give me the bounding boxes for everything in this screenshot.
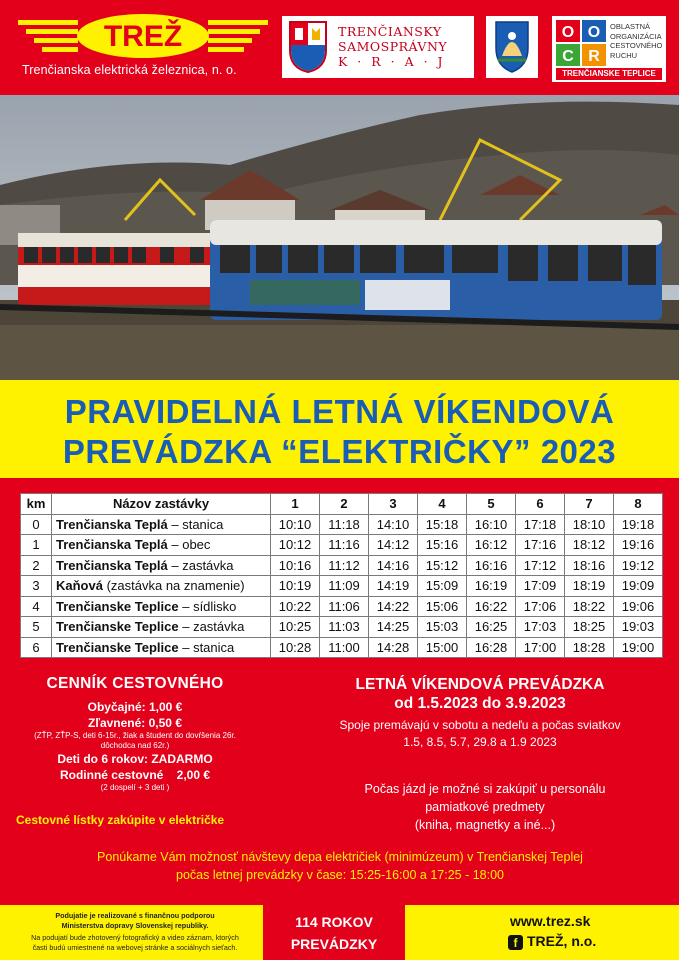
svg-text:C: C — [562, 48, 574, 65]
departure-time: 18:19 — [565, 576, 614, 597]
facebook-name[interactable]: TREŽ, n.o. — [527, 933, 597, 949]
trez-subtitle: Trenčianska elektrická železnica, n. o. — [22, 63, 237, 77]
departure-time: 17:09 — [516, 576, 565, 597]
stop-name-suffix: – stanica — [167, 516, 224, 532]
header-trip-7: 7 — [565, 494, 614, 515]
oocr-bottom-label: TRENČIANSKE TEPLICE — [556, 68, 662, 80]
departure-time: 11:12 — [320, 555, 369, 576]
stop-name-suffix: – obec — [167, 537, 211, 553]
price-heading: CENNÍK CESTOVNÉHO — [46, 675, 224, 692]
row-km: 5 — [21, 617, 52, 638]
header-trip-3: 3 — [369, 494, 418, 515]
departure-time: 10:28 — [271, 637, 320, 658]
title-band — [0, 380, 679, 478]
row-km: 3 — [21, 576, 52, 597]
departure-time: 15:18 — [418, 514, 467, 535]
depot-info — [20, 848, 660, 884]
kraj-text: TRENČIANSKY SAMOSPRÁVNY K · R · A · J — [338, 24, 448, 69]
souvenir-text-2: pamiatkové predmety — [425, 800, 545, 814]
departure-time: 17:03 — [516, 617, 565, 638]
season-text-2: 1.5, 8.5, 5.7, 29.8 a 1.9 2023 — [403, 735, 557, 749]
price-children: Deti do 6 rokov: ZADARMO — [57, 752, 213, 766]
departure-time: 10:12 — [271, 535, 320, 556]
row-stop-name — [52, 596, 271, 617]
trez-logo-text: TREŽ — [103, 20, 183, 53]
departure-time: 18:10 — [565, 514, 614, 535]
departure-time: 15:03 — [418, 617, 467, 638]
timetable-row — [21, 535, 663, 556]
departure-time: 10:10 — [271, 514, 320, 535]
stop-name-bold: Kaňová — [56, 578, 103, 594]
stop-name-suffix: – stanica — [178, 639, 235, 655]
departure-time: 16:22 — [467, 596, 516, 617]
departure-time: 17:00 — [516, 637, 565, 658]
departure-time: 11:18 — [320, 514, 369, 535]
departure-time: 14:12 — [369, 535, 418, 556]
departure-time: 19:09 — [614, 576, 663, 597]
stop-name-bold: Trenčianska Teplá — [56, 516, 168, 532]
price-reduced-note: (ZŤP, ZŤP-S, deti 6-15r., žiak a študent do dovŕšenia 26r. dôchodca nad 62r.) — [34, 731, 236, 750]
departure-time: 19:18 — [614, 514, 663, 535]
departure-time: 17:18 — [516, 514, 565, 535]
timetable-header-row — [21, 494, 663, 515]
stop-name-suffix: – zastávka — [178, 619, 245, 635]
departure-time: 11:09 — [320, 576, 369, 597]
departure-time: 16:19 — [467, 576, 516, 597]
svg-text:R: R — [588, 48, 600, 65]
departure-time: 19:06 — [614, 596, 663, 617]
price-regular: Obyčajné: 1,00 € — [87, 700, 183, 714]
header-trip-5: 5 — [467, 494, 516, 515]
svg-text:O: O — [561, 24, 575, 41]
souvenir-text-3: (kniha, magnetky a iné...) — [414, 818, 556, 832]
departure-time: 14:19 — [369, 576, 418, 597]
departure-time: 11:06 — [320, 596, 369, 617]
header-trip-2: 2 — [320, 494, 369, 515]
departure-time: 10:25 — [271, 617, 320, 638]
ticket-purchase-note: Cestovné lístky zakúpite v električke — [16, 813, 225, 827]
departure-time: 14:16 — [369, 555, 418, 576]
header-stop: Názov zastávky — [52, 494, 271, 515]
departure-time: 16:28 — [467, 637, 516, 658]
departure-time: 18:12 — [565, 535, 614, 556]
departure-time: 14:28 — [369, 637, 418, 658]
departure-time: 10:19 — [271, 576, 320, 597]
departure-time: 15:09 — [418, 576, 467, 597]
row-km: 0 — [21, 514, 52, 535]
stop-name-bold: Trenčianske Teplice — [56, 619, 179, 635]
departure-time: 15:00 — [418, 637, 467, 658]
departure-time: 17:06 — [516, 596, 565, 617]
row-km: 2 — [21, 555, 52, 576]
depot-text-2: počas letnej prevádzky v čase: 15:25-16:00 a 17:25 - 18:00 — [176, 868, 504, 882]
obec-crest-icon — [486, 16, 538, 78]
departure-time: 19:16 — [614, 535, 663, 556]
svg-text:O: O — [587, 24, 601, 41]
header-km: km — [21, 494, 52, 515]
row-km: 6 — [21, 637, 52, 658]
title-line-2: PREVÁDZKA “ELEKTRIČKY” 2023 — [62, 433, 617, 470]
departure-time: 14:10 — [369, 514, 418, 535]
departure-time: 16:12 — [467, 535, 516, 556]
footer-sponsor-note: Podujatie je realizované s finančnou podporou Ministerstva dopravy Slovenskej republiky. Na podujatí bude zhotovený fotografický a video záznam, ktorých časti budú umiestnené na webovej stránke a sociálnych sieťach. — [31, 911, 239, 952]
departure-time: 18:22 — [565, 596, 614, 617]
price-reduced: Zľavnené: 0,50 € — [87, 716, 182, 730]
departure-time: 15:16 — [418, 535, 467, 556]
oocr-text: OBLASTNÁ ORGANIZÁCIA CESTOVNÉHO RUCHU — [610, 22, 663, 60]
anniversary-badge: 114 ROKOV PREVÁDZKY — [263, 905, 405, 960]
departure-time: 19:00 — [614, 637, 663, 658]
stop-name-bold: Trenčianske Teplice — [56, 639, 179, 655]
oocr-squares-icon — [554, 18, 610, 68]
row-stop-name — [52, 637, 271, 658]
departure-time: 11:00 — [320, 637, 369, 658]
season-text-1: Spoje premávajú v sobotu a nedeľu a počas sviatkov — [339, 718, 621, 732]
trez-wings-logo — [18, 14, 268, 60]
timetable-row — [21, 637, 663, 658]
stop-name-suffix: (zastávka na znamenie) — [102, 578, 245, 594]
stop-name-bold: Trenčianske Teplice — [56, 598, 179, 614]
departure-time: 19:12 — [614, 555, 663, 576]
row-stop-name — [52, 535, 271, 556]
departure-time: 18:28 — [565, 637, 614, 658]
season-heading-2: od 1.5.2023 do 3.9.2023 — [394, 695, 566, 712]
row-km: 1 — [21, 535, 52, 556]
title-line-1: PRAVIDELNÁ LETNÁ VÍKENDOVÁ — [64, 393, 615, 430]
departure-time: 18:25 — [565, 617, 614, 638]
timetable-row — [21, 576, 663, 597]
header — [0, 0, 679, 95]
stop-name-bold: Trenčianska Teplá — [56, 537, 168, 553]
departure-time: 17:12 — [516, 555, 565, 576]
footer-contact — [470, 913, 670, 950]
price-family: Rodinné cestovné 2,00 € — [59, 768, 211, 782]
kraj-logo — [282, 16, 474, 78]
website-link[interactable]: www.trez.sk — [510, 913, 591, 929]
row-stop-name — [52, 555, 271, 576]
departure-time: 16:25 — [467, 617, 516, 638]
timetable — [20, 493, 663, 658]
price-family-note: (2 dospelí + 3 deti ) — [100, 783, 170, 792]
departure-time: 17:16 — [516, 535, 565, 556]
facebook-icon: f — [508, 935, 523, 950]
footer — [0, 905, 679, 960]
timetable-row — [21, 555, 663, 576]
departure-time: 14:22 — [369, 596, 418, 617]
departure-time: 19:03 — [614, 617, 663, 638]
departure-time: 11:03 — [320, 617, 369, 638]
timetable-row — [21, 514, 663, 535]
departure-time: 11:16 — [320, 535, 369, 556]
timetable-row — [21, 617, 663, 638]
stop-name-suffix: – zastávka — [167, 557, 234, 573]
departure-time: 18:16 — [565, 555, 614, 576]
row-stop-name — [52, 576, 271, 597]
departure-time: 10:16 — [271, 555, 320, 576]
departure-time: 10:22 — [271, 596, 320, 617]
stop-name-bold: Trenčianska Teplá — [56, 557, 168, 573]
departure-time: 16:16 — [467, 555, 516, 576]
departure-time: 15:12 — [418, 555, 467, 576]
oocr-logo — [552, 16, 666, 82]
header-trip-4: 4 — [418, 494, 467, 515]
season-info — [305, 675, 655, 751]
price-list — [10, 675, 260, 793]
souvenir-text-1: Počas jázd je možné si zakúpiť u personálu — [364, 782, 606, 796]
timetable-row — [21, 596, 663, 617]
header-trip-6: 6 — [516, 494, 565, 515]
departure-time: 14:25 — [369, 617, 418, 638]
header-trip-8: 8 — [614, 494, 663, 515]
row-km: 4 — [21, 596, 52, 617]
depot-text-1: Ponúkame Vám možnosť návštevy depa električiek (minimúzeum) v Trenčianskej Teplej — [97, 850, 583, 864]
season-heading-1: LETNÁ VÍKENDOVÁ PREVÁDZKA — [355, 676, 605, 693]
row-stop-name — [52, 514, 271, 535]
departure-time: 15:06 — [418, 596, 467, 617]
header-trip-1: 1 — [271, 494, 320, 515]
row-stop-name — [52, 617, 271, 638]
departure-time: 16:10 — [467, 514, 516, 535]
souvenir-info — [330, 780, 640, 834]
tram-photo — [0, 95, 679, 380]
kraj-shield-icon — [288, 20, 328, 74]
stop-name-suffix: – sídlisko — [178, 598, 237, 614]
obec-logo — [486, 16, 538, 78]
